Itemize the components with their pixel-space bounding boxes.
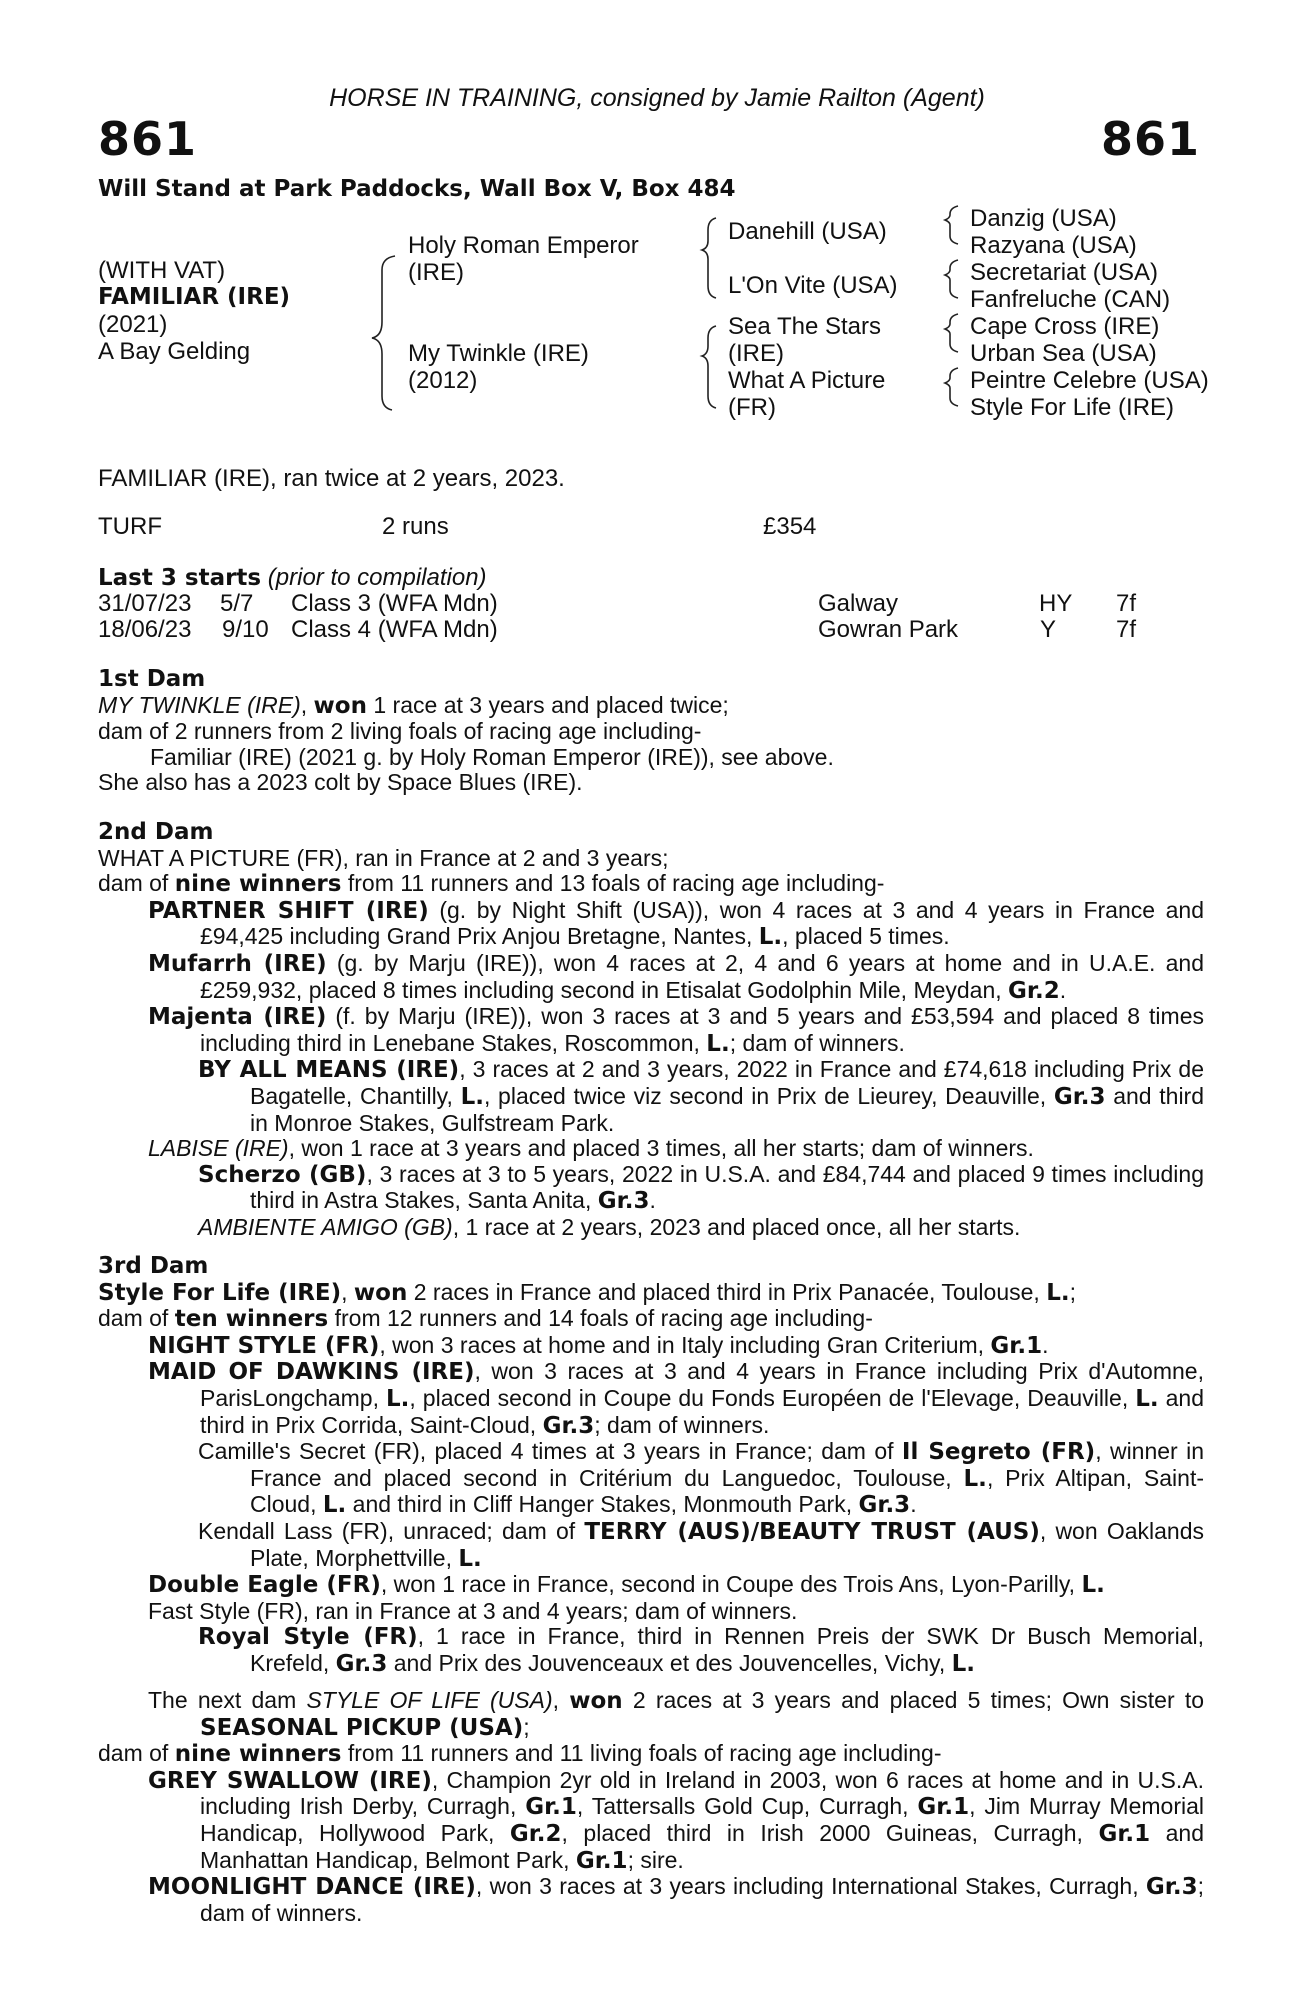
listed-mark: L. xyxy=(1046,1279,1070,1306)
start-course: Gowran Park xyxy=(818,616,959,643)
last-starts-note: (prior to compilation) xyxy=(267,564,487,591)
group-mark: Gr.1 xyxy=(575,1847,628,1874)
listed-mark: L. xyxy=(758,924,783,951)
progeny-night-style xyxy=(98,1333,1204,1360)
last-starts-title: Last 3 starts xyxy=(98,565,262,591)
progeny-text: Kendall Lass (FR), unraced; dam of xyxy=(198,1517,585,1544)
progeny-kendall-lass xyxy=(98,1519,1204,1572)
third-dam-record: ; xyxy=(1069,1278,1076,1305)
progeny-name: Royal Style (FR) xyxy=(198,1624,418,1651)
progeny-text: ; dam of winners. xyxy=(200,1873,1204,1926)
stand-location: Will Stand at Park Paddocks, Wall Box V, Box 484 xyxy=(98,176,736,202)
progeny-name: GREY SWALLOW (IRE) xyxy=(148,1767,432,1794)
progeny-text: , 1 race in France, third in Rennen Preis der SWK Dr Busch Memorial, Krefeld, xyxy=(250,1623,1204,1676)
dam-of-label: dam of xyxy=(98,870,175,897)
dam-year: (2012) xyxy=(408,367,478,394)
second-dam-section xyxy=(98,820,1204,1241)
group-mark: Gr.3 xyxy=(597,1188,650,1215)
third-dam-record: 2 races in France and placed third in Prix Panacée, Toulouse, xyxy=(407,1278,1047,1305)
progeny-text: , 3 races at 2 and 3 years, 2022 in France and £74,618 including Prix de Bagatelle, Chantilly, xyxy=(250,1056,1204,1109)
progeny-text: , winner in France and placed second in Critérium du Languedoc, Toulouse, xyxy=(250,1438,1204,1491)
start-date: 18/06/23 xyxy=(98,616,192,643)
progeny-text: , placed 5 times. xyxy=(782,923,950,950)
next-dam-intro: The next dam xyxy=(148,1687,307,1713)
start-class: Class 3 (WFA Mdn) xyxy=(291,590,498,617)
group-mark: Gr.1 xyxy=(1098,1820,1151,1847)
group-mark: Gr.1 xyxy=(990,1332,1043,1359)
progeny-text: , Tattersalls Gold Cup, Curragh, xyxy=(576,1793,918,1820)
progeny-text: , won Oaklands Plate, Morphettville, xyxy=(250,1517,1205,1571)
sire-sire: Danehill (USA) xyxy=(728,218,887,245)
record-earnings: £354 xyxy=(763,513,817,540)
progeny-name: TERRY (AUS)/BEAUTY TRUST (AUS) xyxy=(584,1518,1040,1545)
progeny-text: . xyxy=(1059,976,1067,1003)
progeny-text: , won 3 races at 3 years including International Stakes, Curragh, xyxy=(475,1873,1146,1900)
group-mark: Gr.1 xyxy=(525,1794,577,1821)
progeny-text: Camille's Secret (FR), placed 4 times at 3 years in France; dam of xyxy=(198,1438,902,1465)
third-dam-heading: 3rd Dam xyxy=(98,1253,209,1279)
ssd: Razyana (USA) xyxy=(970,232,1137,259)
progeny-name: PARTNER SHIFT (IRE) xyxy=(148,897,429,924)
sire-origin: (IRE) xyxy=(408,259,464,286)
progeny-name: MAID OF DAWKINS (IRE) xyxy=(148,1359,475,1386)
first-dam-note: She also has a 2023 colt by Space Blues (IRE). xyxy=(98,769,583,796)
progeny-text: , Jim Murray Memorial Handicap, Hollywood Park, xyxy=(200,1793,1205,1846)
bracket-dam xyxy=(702,326,716,408)
progeny-text: ; sire. xyxy=(627,1846,684,1873)
progeny-royal-style xyxy=(98,1624,1204,1677)
listed-mark: L. xyxy=(1135,1385,1159,1412)
progeny-text: , 1 race at 2 years, 2023 and placed once, all her starts. xyxy=(452,1213,1021,1240)
progeny-text: and Prix des Jouvenceaux et des Jouvencelles, Vichy, xyxy=(387,1649,952,1676)
record-runs: 2 runs xyxy=(382,513,449,540)
progeny-text: , placed second in Coupe du Fonds Européen de l'Elevage, Deauville, xyxy=(409,1384,1136,1411)
group-mark: Gr.2 xyxy=(509,1820,562,1847)
next-dam-record: 2 races at 3 years and placed 5 times; Own sister to xyxy=(622,1687,1204,1713)
start-course: Galway xyxy=(818,590,899,617)
dam-of-label: dam of xyxy=(98,1305,175,1332)
ddd: Style For Life (IRE) xyxy=(970,394,1175,421)
first-dam-line2: dam of 2 runners from 2 living foals of racing age including- xyxy=(98,718,702,745)
second-dam-line2 xyxy=(98,871,1204,898)
listed-mark: L. xyxy=(1081,1572,1105,1599)
progeny-name: Majenta (IRE) xyxy=(148,1004,327,1031)
lot-number-right: 861 xyxy=(1100,112,1200,166)
sire-dam: L'On Vite (USA) xyxy=(728,272,898,299)
first-dam-name: MY TWINKLE (IRE) xyxy=(98,691,301,718)
progeny-name: Scherzo (GB) xyxy=(198,1161,367,1188)
start-date: 31/07/23 xyxy=(98,590,192,617)
dam-sire-name: Sea The Stars xyxy=(728,313,881,340)
progeny-text: and third in Prix Corrida, Saint-Cloud, xyxy=(200,1384,1204,1438)
progeny-text: , won 1 race at 3 years and placed 3 times, all her starts; dam of winners. xyxy=(288,1135,1034,1162)
won-label: won xyxy=(313,692,367,719)
bracket-sd xyxy=(945,260,958,298)
listed-mark: L. xyxy=(458,1545,482,1572)
second-dam-line1: WHAT A PICTURE (FR), ran in France at 2 and 3 years; xyxy=(98,844,669,871)
dam-dam-origin: (FR) xyxy=(728,394,776,421)
dds: Peintre Celebre (USA) xyxy=(970,367,1209,394)
sire-name: Holy Roman Emperor xyxy=(408,232,639,259)
progeny-majenta xyxy=(98,1004,1204,1057)
sss: Danzig (USA) xyxy=(970,205,1117,232)
horse-year: (2021) xyxy=(98,311,168,338)
start-going: HY xyxy=(1039,590,1073,617)
group-mark: Gr.3 xyxy=(858,1492,911,1519)
listed-mark: L. xyxy=(386,1385,410,1412)
progeny-text: , Prix Altipan, Saint-Cloud, xyxy=(250,1464,1204,1518)
next-dam-line1 xyxy=(98,1688,1204,1741)
progeny-text: (g. by Marju (IRE)), won 4 races at 2, 4 and 6 years at home and in U.A.E. and £259,932, placed 8 times including second in Etisalat Godolphin Mile, Meydan, xyxy=(200,949,1205,1003)
progeny-text: , 3 races at 3 to 5 years, 2022 in U.S.A. and £84,744 and placed 9 times including third in Astra Stakes, Santa Anita, xyxy=(250,1160,1204,1214)
first-dam-section xyxy=(98,667,1204,796)
start-distance: 7f xyxy=(1116,590,1137,617)
group-mark: Gr.3 xyxy=(335,1650,388,1677)
progeny-name: BY ALL MEANS (IRE) xyxy=(198,1057,460,1084)
progeny-moonlight-dance xyxy=(98,1874,1204,1926)
group-mark: Gr.3 xyxy=(542,1412,595,1439)
progeny-ambiente-amigo xyxy=(98,1215,1204,1241)
progeny-text: , placed twice viz second in Prix de Lieurey, Deauville, xyxy=(483,1082,1054,1109)
progeny-text: , won 3 races at home and in Italy including Gran Criterium, xyxy=(379,1331,991,1358)
third-dam-section xyxy=(98,1254,1204,1678)
race-summary: FAMILIAR (IRE), ran twice at 2 years, 2023. xyxy=(98,465,565,492)
third-dam-name: Style For Life (IRE) xyxy=(98,1279,342,1306)
bracket-ss xyxy=(945,206,958,244)
progeny-name: Il Segreto (FR) xyxy=(901,1439,1096,1466)
progeny-labise xyxy=(98,1136,1204,1162)
progeny-text: , Champion 2yr old in Ireland in 2003, won 6 races at home and in U.S.A. including Irish Derby, Curragh, xyxy=(200,1766,1204,1820)
won-label: won xyxy=(569,1688,623,1714)
winners-count: nine winners xyxy=(174,1741,342,1768)
progeny-text: . xyxy=(649,1187,656,1214)
record-surface: TURF xyxy=(98,513,162,540)
progeny-text: and Manhattan Handicap, Belmont Park, xyxy=(200,1819,1205,1873)
group-mark: Gr.3 xyxy=(1053,1083,1106,1110)
listed-mark: L. xyxy=(460,1083,484,1110)
bracket-sire xyxy=(702,218,716,298)
dss: Cape Cross (IRE) xyxy=(970,313,1160,340)
listed-mark: L. xyxy=(951,1650,976,1677)
third-dam-line1: Style For Life (IRE), won 2 races in France and placed third in Prix Panacée, Toulouse, L.; xyxy=(98,1278,1076,1306)
vat-label: (WITH VAT) xyxy=(98,257,226,284)
bracket-main xyxy=(372,256,395,410)
progeny-maid-of-dawkins xyxy=(98,1359,1204,1439)
second-dam-heading: 2nd Dam xyxy=(98,819,214,845)
progeny-name: Double Eagle (FR) xyxy=(148,1572,381,1599)
progeny-text: , won 3 races at 3 and 4 years in France including Prix d'Automne, ParisLongchamp, xyxy=(200,1358,1204,1411)
next-dam-stats: from 11 runners and 11 living foals of racing age including- xyxy=(341,1740,942,1767)
first-dam-line1: MY TWINKLE (IRE), won 1 race at 3 years and placed twice; xyxy=(98,691,729,719)
listed-mark: L. xyxy=(322,1492,347,1519)
progeny-text: , won 1 race in France, second in Coupe des Trois Ans, Lyon-Parilly, xyxy=(380,1571,1082,1598)
next-dam-sep: , xyxy=(552,1687,570,1713)
progeny-mufarrh xyxy=(98,951,1204,1004)
first-dam-record: 1 race at 3 years and placed twice; xyxy=(366,691,729,718)
progeny-by-all-means xyxy=(98,1057,1204,1136)
listed-mark: L. xyxy=(706,1030,730,1057)
start-class: Class 4 (WFA Mdn) xyxy=(291,616,498,643)
group-mark: Gr.1 xyxy=(917,1794,970,1821)
dam-dam-name: What A Picture xyxy=(728,367,886,394)
progeny-text: and third in Monroe Stakes, Gulfstream Park. xyxy=(250,1082,1205,1136)
dsd: Urban Sea (USA) xyxy=(970,340,1157,367)
group-mark: Gr.2 xyxy=(1008,977,1060,1004)
sds: Secretariat (USA) xyxy=(970,259,1159,286)
progeny-partner-shift xyxy=(98,898,1204,951)
progeny-camilles-secret xyxy=(98,1439,1204,1519)
won-label: won xyxy=(353,1279,408,1306)
start-going: Y xyxy=(1040,616,1057,643)
progeny-text: and third in Cliff Hanger Stakes, Monmouth Park, xyxy=(346,1491,859,1518)
listed-mark: L. xyxy=(963,1465,987,1492)
progeny-name: MOONLIGHT DANCE (IRE) xyxy=(148,1874,476,1901)
progeny-double-eagle xyxy=(98,1572,1204,1599)
progeny-scherzo xyxy=(98,1162,1204,1215)
winners-count: nine winners xyxy=(174,871,342,898)
horse-description: A Bay Gelding xyxy=(98,338,251,365)
start-position: 5/7 xyxy=(220,590,254,617)
progeny-name: LABISE (IRE) xyxy=(148,1135,289,1162)
next-dam-record: ; xyxy=(523,1713,530,1740)
group-mark: Gr.3 xyxy=(1145,1874,1198,1901)
third-dam-line2 xyxy=(98,1306,1204,1333)
bracket-dd xyxy=(945,368,958,406)
progeny-name: NIGHT STYLE (FR) xyxy=(148,1332,380,1359)
second-dam-stats: from 11 runners and 13 foals of racing age including- xyxy=(341,870,885,897)
progeny-fast-style: Fast Style (FR), ran in France at 3 and 4 years; dam of winners. xyxy=(148,1597,798,1624)
progeny-text: . xyxy=(910,1491,917,1518)
horse-name: FAMILIAR (IRE) xyxy=(98,284,291,310)
next-dam-section xyxy=(98,1688,1204,1926)
lot-number-left: 861 xyxy=(98,112,198,166)
progeny-grey-swallow xyxy=(98,1768,1204,1874)
progeny-text: , placed third in Irish 2000 Guineas, Curragh, xyxy=(561,1819,1099,1846)
dam-name: My Twinkle (IRE) xyxy=(408,340,589,367)
dam-of-label: dam of xyxy=(98,1740,175,1767)
start-distance: 7f xyxy=(1116,616,1137,643)
third-dam-stats: from 12 runners and 14 foals of racing age including- xyxy=(328,1305,873,1332)
progeny-text: (f. by Marju (IRE)), won 3 races at 3 and 5 years and £53,594 and placed 8 times including third in Lenebane Stakes, Roscommon, xyxy=(200,1003,1204,1056)
progeny-name: Mufarrh (IRE) xyxy=(148,950,327,977)
progeny-text: ; dam of winners. xyxy=(594,1411,770,1438)
first-dam-progeny: Familiar (IRE) (2021 g. by Holy Roman Emperor (IRE)), see above. xyxy=(150,743,834,770)
progeny-text: ; dam of winners. xyxy=(729,1029,905,1056)
last-starts-heading xyxy=(98,565,487,591)
next-dam-name: STYLE OF LIFE (USA) xyxy=(306,1687,553,1713)
next-dam-line2 xyxy=(98,1741,1204,1768)
start-position: 9/10 xyxy=(222,616,269,643)
bracket-ds xyxy=(945,314,958,352)
dam-sire-origin: (IRE) xyxy=(728,340,784,367)
sdd: Fanfreluche (CAN) xyxy=(970,286,1171,313)
progeny-text: . xyxy=(1042,1331,1049,1358)
sister-name: SEASONAL PICKUP (USA) xyxy=(200,1714,524,1741)
winners-count: ten winners xyxy=(174,1306,329,1333)
first-dam-heading: 1st Dam xyxy=(98,666,206,692)
progeny-name: AMBIENTE AMIGO (GB) xyxy=(198,1213,453,1240)
progeny-text: (g. by Night Shift (USA)), won 4 races at 3 and 4 years in France and £94,425 including Grand Prix Anjou Bretagne, Nantes, xyxy=(200,896,1205,950)
consignor-line: HORSE IN TRAINING, consigned by Jamie Railton (Agent) xyxy=(329,84,985,112)
